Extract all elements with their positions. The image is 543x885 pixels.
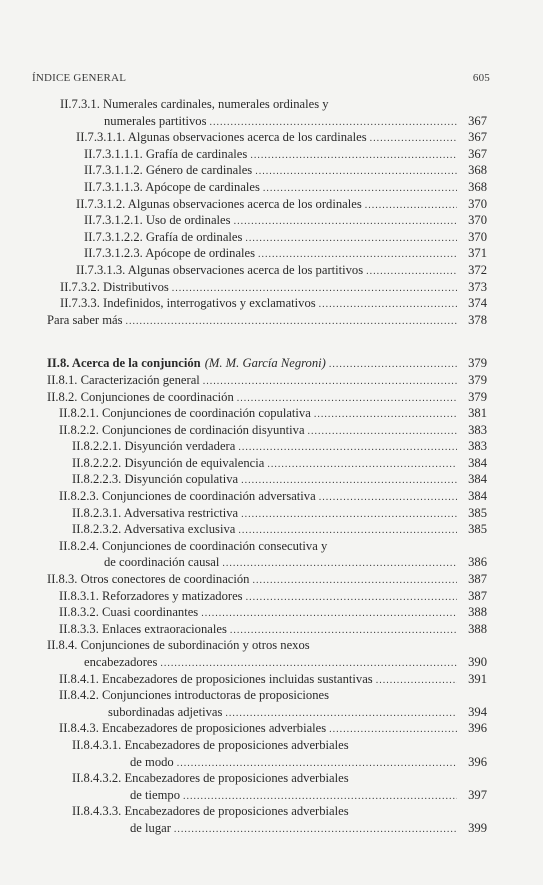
toc-entry-title: II.7.3.1.2.2. Grafía de ordinales <box>84 229 243 244</box>
toc-entry[interactable] <box>0 604 543 621</box>
toc-entry-title: II.7.3.1.1. Algunas observaciones acerca de los cardinales <box>76 130 367 145</box>
toc-entry-title: II.8.4. Conjunciones de subordinación y otros nexos <box>47 638 310 653</box>
toc-entry-page: 383 <box>468 439 487 454</box>
toc-entry[interactable] <box>0 671 543 688</box>
toc-entry[interactable] <box>0 162 543 179</box>
toc-entry-continuation: de tiempo <box>130 787 181 802</box>
toc-entry-title: II.8.2.3.2. Adversativa exclusiva <box>72 522 236 537</box>
toc-entry-page: 381 <box>468 406 487 421</box>
toc-entry-title: Para saber más <box>47 312 123 327</box>
toc-entry-title: II.8.3.3. Enlaces extraoracionales <box>59 621 227 636</box>
dot-leader <box>126 314 457 331</box>
toc-entry[interactable] <box>0 212 543 229</box>
toc-entry-page: 390 <box>468 655 487 669</box>
toc-entry[interactable] <box>0 471 543 488</box>
toc-entry-page: 379 <box>468 372 487 387</box>
toc-entry-page: 384 <box>468 455 487 470</box>
toc-entry-page: 383 <box>468 422 487 437</box>
toc-entry-title: II.8.4.3. Encabezadores de proposiciones adverbiales <box>59 721 327 736</box>
toc-entry-page: 372 <box>468 262 487 277</box>
toc-entry-title: II.8.2.1. Conjunciones de coordinación copulativa <box>59 406 311 421</box>
toc-entry-title: II.8.3.2. Cuasi coordinantes <box>59 605 199 620</box>
toc-entry[interactable] <box>0 129 543 146</box>
toc-entry[interactable] <box>0 229 543 246</box>
toc-entry-title: II.7.3.1.1.2. Género de cardinales <box>84 163 253 178</box>
toc-entry-page: 387 <box>468 588 487 603</box>
table-of-contents <box>0 96 543 837</box>
toc-entry[interactable] <box>0 279 543 296</box>
toc-entry[interactable] <box>0 372 543 389</box>
toc-entry[interactable] <box>0 803 543 836</box>
toc-entry-continuation: de coordinación causal <box>104 555 220 570</box>
toc-entry-title: II.8.1. Caracterización general <box>47 372 200 387</box>
toc-entry[interactable] <box>0 588 543 605</box>
toc-entry-continuation: de lugar <box>130 820 171 835</box>
toc-entry[interactable] <box>0 295 543 312</box>
toc-entry[interactable] <box>0 621 543 638</box>
toc-entry-page: 388 <box>468 605 487 620</box>
toc-entry[interactable] <box>0 422 543 439</box>
toc-entry-page: 388 <box>468 621 487 636</box>
toc-entry-page: 367 <box>468 130 487 145</box>
toc-entry[interactable] <box>0 438 543 455</box>
toc-entry[interactable] <box>0 770 543 803</box>
toc-entry[interactable] <box>0 571 543 588</box>
toc-entry-page: 397 <box>468 787 487 802</box>
toc-entry-page: 379 <box>468 389 487 404</box>
toc-entry-page: 384 <box>468 472 487 487</box>
toc-entry[interactable] <box>0 538 543 571</box>
toc-entry-title: II.8.2. Conjunciones de coordinación <box>47 389 234 404</box>
toc-entry-title: II.8.4.3.1. Encabezadores de proposiciones adverbiales <box>72 737 349 752</box>
toc-entry-continuation: encabezadores <box>84 655 158 669</box>
toc-entry-title: II.7.3.2. Distributivos <box>60 279 169 294</box>
toc-entry-page: 371 <box>468 246 487 261</box>
toc-entry-page: 374 <box>468 296 487 311</box>
toc-entry-title: II.8.2.2.2. Disyunción de equivalencia <box>72 455 265 470</box>
toc-entry-page: 368 <box>468 163 487 178</box>
toc-entry[interactable] <box>0 521 543 538</box>
toc-entry-title: II.7.3.1.3. Algunas observaciones acerca de los partitivos <box>76 262 364 277</box>
toc-entry-title: II.8.3. Otros conectores de coordinación <box>47 572 250 587</box>
toc-entry-title: II.7.3.1.2.1. Uso de ordinales <box>84 213 231 228</box>
toc-entry[interactable] <box>0 405 543 422</box>
toc-entry-page: 385 <box>468 505 487 520</box>
toc-entry[interactable] <box>0 312 543 329</box>
toc-entry-title: II.7.3.3. Indefinidos, interrogativos y exclamativos <box>60 296 316 311</box>
toc-entry[interactable] <box>0 687 543 720</box>
toc-entry-page: 378 <box>468 312 487 327</box>
toc-entry[interactable] <box>0 488 543 505</box>
page-number: 605 <box>472 72 490 84</box>
toc-entry-page: 399 <box>468 820 487 835</box>
toc-entry-page: 379 <box>468 356 487 371</box>
toc-entry-page: 370 <box>468 196 487 211</box>
toc-entry[interactable] <box>0 146 543 163</box>
dot-leader <box>174 822 457 839</box>
toc-entry-page: 394 <box>468 704 487 719</box>
toc-entry-title: II.7.3.1.2. Algunas observaciones acerca de los ordinales <box>76 196 362 211</box>
toc-entry[interactable] <box>0 355 543 372</box>
toc-entry-title: II.7.3.1.1.1. Grafía de cardinales <box>84 146 248 161</box>
toc-entry-title: II.8.4.1. Encabezadores de proposiciones incluidas sustantivas <box>59 671 373 686</box>
running-head <box>32 72 490 84</box>
toc-entry-title: II.7.3.1.2.3. Apócope de ordinales <box>84 246 256 261</box>
section-header: ÍNDICE GENERAL <box>32 72 127 84</box>
toc-entry[interactable] <box>0 720 543 737</box>
toc-entry[interactable] <box>0 245 543 262</box>
toc-entry-page: 396 <box>468 754 487 769</box>
toc-entry-page: 373 <box>468 279 487 294</box>
toc-entry-page: 367 <box>468 146 487 161</box>
toc-entry-continuation: subordinadas adjetivas <box>108 704 223 719</box>
toc-entry[interactable] <box>0 637 543 670</box>
toc-entry-page: 384 <box>468 489 487 504</box>
toc-entry-continuation: numerales partitivos <box>104 113 207 128</box>
toc-entry-title: II.8.2.4. Conjunciones de coordinación consecutiva y <box>59 538 328 553</box>
toc-entry-title: II.8. Acerca de la conjunción <box>47 356 201 371</box>
toc-entry-page: 370 <box>468 213 487 228</box>
toc-entry[interactable] <box>0 455 543 472</box>
toc-entry-title: II.8.2.2.1. Disyunción verdadera <box>72 439 236 454</box>
toc-entry-title: II.8.4.3.2. Encabezadores de proposiciones adverbiales <box>72 771 349 786</box>
toc-entry-title: II.7.3.1. Numerales cardinales, numerales ordinales y <box>60 97 329 111</box>
toc-entry[interactable] <box>0 179 543 196</box>
toc-entry-title: II.8.2.2.3. Disyunción copulativa <box>72 472 239 487</box>
toc-entry-page: 368 <box>468 179 487 194</box>
toc-entry[interactable] <box>0 389 543 406</box>
toc-entry[interactable] <box>0 505 543 522</box>
toc-entry-author: (M. M. García Negroni) <box>204 356 326 371</box>
toc-entry-title: II.7.3.1.1.3. Apócope de cardinales <box>84 179 260 194</box>
toc-entry-page: 386 <box>468 555 487 570</box>
toc-entry-page: 385 <box>468 522 487 537</box>
toc-entry-page: 387 <box>468 572 487 587</box>
toc-entry[interactable] <box>0 196 543 213</box>
toc-entry-title: II.8.4.2. Conjunciones introductoras de proposiciones <box>59 688 330 703</box>
toc-entry-title: II.8.2.3. Conjunciones de coordinación adversativa <box>59 489 316 504</box>
toc-entry[interactable] <box>0 262 543 279</box>
toc-entry-page: 396 <box>468 721 487 736</box>
toc-entry-title: II.8.3.1. Reforzadores y matizadores <box>59 588 243 603</box>
toc-entry[interactable] <box>0 96 543 129</box>
toc-entry[interactable] <box>0 737 543 770</box>
toc-entry-page: 367 <box>468 113 487 128</box>
toc-entry-page: 391 <box>468 671 487 686</box>
toc-entry-page: 370 <box>468 229 487 244</box>
toc-entry-title: II.8.2.3.1. Adversativa restrictiva <box>72 505 239 520</box>
toc-entry-title: II.8.4.3.3. Encabezadores de proposiciones adverbiales <box>72 804 349 819</box>
toc-entry-continuation: de modo <box>130 754 174 769</box>
toc-entry-title: II.8.2.2. Conjunciones de cordinación disyuntiva <box>59 422 305 437</box>
